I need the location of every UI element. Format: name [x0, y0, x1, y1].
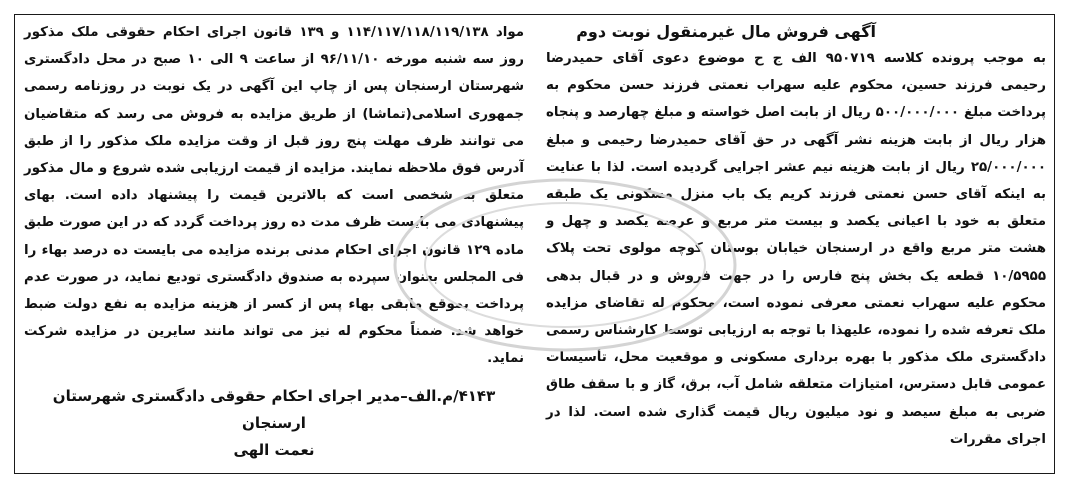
- notice-signature-line2: نعمت الهی: [233, 440, 315, 459]
- notice-left-column: [24, 19, 524, 464]
- notice-signature-line1: ۴۱۴۳/م.الف–مدیر اجرای احکام حقوقی دادگستری شهرستان ارسنجان: [52, 386, 496, 432]
- notice-left-text: مواد ۱۱۴/۱۱۷/۱۱۸/۱۱۹/۱۳۸ و ۱۳۹ قانون اجرای احکام حقوقی ملک مذکور روز سه شنبه مورخه ۹۶/۱۱/۱۰ از ساعت ۹ الی ۱۰ صبح در محل دادگستری شهرستان ارسنجان پس از چاپ این آگهی در یک نوبت در روزنامه رسمی جمهوری اسلامی(تماشا) از طریق مزایده به فروش می رسد که متقاضیان می توانند ظرف مهلت پنج روز قبل از وقت مزایده ملک مذکور را از طبق آدرس فوق ملاحظه نمایند. مزایده از قیمت ارزیابی شده شروع و مال مذکور متعلق به شخصی است که بالاترین قیمت را پیشنهاد داده است. بهای پیشنهادی می بایست ظرف مدت ده روز پرداخت گردد که در این صورت طبق ماده ۱۲۹ قانون اجرای احکام مدنی برنده مزایده می بایست ده درصد بهاء را فی المجلس بعنوان سپرده به صندوق دادگستری تودیع نماید، در صورت عدم پرداخت بموقع مابقی بهاء پس از کسر از هزینه مزایده به نفع دولت ضبط خواهد شد. ضمناً محکوم له نیز می تواند مانند سایرین در مزایده شرکت نماید.: [24, 25, 524, 367]
- notice-frame: [14, 14, 1055, 474]
- notice-right-text: به موجب پرونده کلاسه ۹۵۰۷۱۹ الف ج ح موضوع دعوی آقای حمیدرضا رحیمی فرزند حسین، محکوم علیه سهراب نعمتی فرزند حسن محکوم به پرداخت مبلغ ۵۰۰/۰۰۰/۰۰۰ ریال از بابت اصل خواسته و مبلغ چهارصد و پنجاه هزار ریال از بابت هزینه نشر آگهی در حق آقای حمیدرضا رحیمی و مبلغ ۲۵/۰۰۰/۰۰۰ ریال از بابت هزینه نیم عشر اجرایی گردیده است. لذا با عنایت به اینکه آقای حسن نعمتی فرزند کریم یک باب منزل مسکونی یک طبقه متعلق به خود با اعیانی یکصد و بیست متر مربع و عرصه یکصد و چهل و هشت متر مربع واقع در ارسنجان خیابان بوستان کوچه مولوی تحت پلاک ۱۰/۵۹۵۵ قطعه یک بخش پنج فارس را در جهت فروش و در قبال بدهی محکوم علیه سهراب نعمتی معرفی نموده است، محکوم له تقاضای مزایده ملک تعرفه شده را نموده، علیهذا با توجه به ارزیابی توسط کارشناس رسمی دادگستری ملک مذکور با بهره برداری مسکونی و موقعیت محل، تأسیسات عمومی قابل دسترس، امتیازات متعلقه شامل آب، برق، گاز و با سقف طاق ضربی به مبلغ سیصد و نود میلیون ریال قیمت گذاری شده است. لذا در اجرای مقررات: [546, 51, 1047, 447]
- notice-title: آگهی فروش مال غیرمنقول نوبت دوم: [576, 22, 876, 41]
- notice-right-column: [546, 19, 1046, 453]
